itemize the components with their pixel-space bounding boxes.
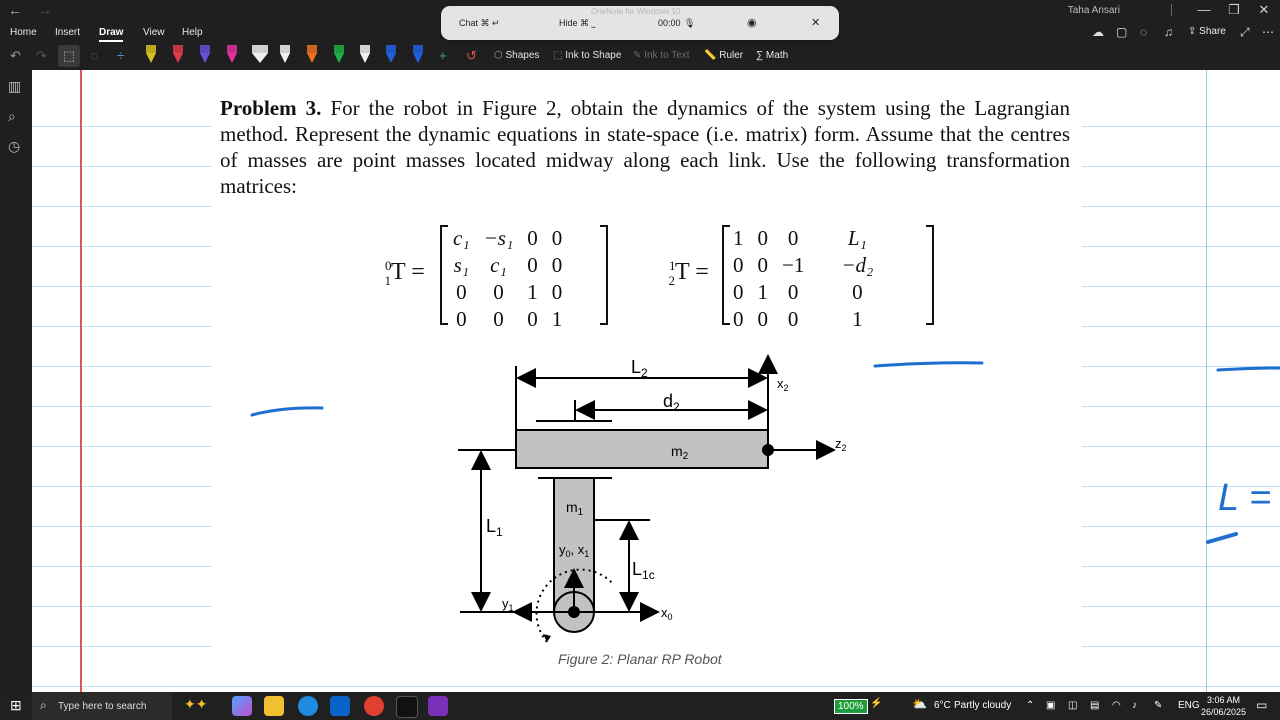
search-icon[interactable]: ⌕ [8, 108, 16, 124]
matrix-cell: c₁ [453, 226, 470, 250]
label-x2: $x_2$ [777, 376, 789, 393]
taskbar-search-box[interactable] [32, 692, 172, 720]
redo-icon[interactable]: ↷ [36, 48, 47, 63]
matrix2-sub: 2 [668, 272, 675, 288]
ink-stroke[interactable] [1218, 368, 1280, 370]
pen-yellow-highlighter[interactable] [146, 45, 156, 65]
more-icon[interactable]: ⋯ [1262, 25, 1274, 39]
label-m2: $m_2$ [671, 443, 689, 462]
outlook-icon[interactable] [330, 696, 350, 716]
matrix-cell: 0 [527, 226, 538, 250]
edge-browser-icon[interactable] [298, 696, 318, 716]
back-icon[interactable]: ← [8, 2, 22, 18]
note-page[interactable] [32, 70, 1280, 692]
battery-indicator[interactable]: 100% [834, 699, 868, 714]
matrix-cell: 0 [787, 307, 799, 331]
file-explorer-icon[interactable] [264, 696, 284, 716]
matrix-cell: s₁ [453, 253, 470, 277]
tab-insert[interactable]: Insert [55, 27, 81, 38]
hide-button[interactable]: Hide ⌘ ⎵ [559, 18, 596, 28]
microphone-icon[interactable]: 🎙 [684, 18, 696, 28]
notebooks-icon[interactable]: ▥ [8, 78, 22, 94]
pen-tray-icon[interactable]: ✎ [1154, 700, 1163, 711]
matrix1-sup: 0 [385, 258, 392, 273]
overlay-close-icon[interactable]: ✕ [811, 17, 821, 29]
matrix-cell: 1 [551, 307, 563, 331]
matrix2-sup: 1 [669, 258, 676, 273]
bell-icon[interactable]: ♫ [1164, 25, 1173, 39]
chat-button[interactable]: Chat ⌘ ↵ [459, 18, 500, 28]
pen-green[interactable] [334, 45, 344, 65]
select-tool-icon[interactable]: ⬚ [58, 45, 80, 67]
ink-to-text-label: Ink to Text [644, 50, 690, 61]
matrix-cell: 1 [733, 226, 744, 250]
tab-view[interactable]: View [143, 27, 165, 38]
weather-desc[interactable]: Partly cloudy [954, 700, 1012, 711]
ink-to-text-button[interactable] [633, 50, 690, 61]
timer-display: 00:00 [658, 18, 681, 28]
left-sidebar [0, 70, 32, 692]
recent-icon[interactable]: ◷ [8, 138, 21, 154]
matrix1-label: $^0_1$T = [384, 258, 425, 288]
tab-home[interactable]: Home [10, 27, 37, 38]
onenote-app-icon[interactable] [428, 696, 448, 716]
matrix1-sub: 1 [384, 272, 391, 288]
pen-orange[interactable] [307, 45, 317, 65]
ghost-window-title: OneNote for Windows 10 [591, 7, 681, 16]
link2-bar [516, 430, 768, 468]
pen-purple[interactable] [200, 45, 210, 65]
title-divider [1171, 4, 1172, 16]
matrix-cell: −d₂ [841, 253, 874, 277]
space-tool-icon[interactable]: ÷ [117, 48, 125, 63]
matrix-cell: 0 [527, 307, 538, 331]
problem-label: Problem 3. [220, 96, 322, 120]
notification-icon[interactable]: ▭ [1256, 698, 1268, 712]
draw-toolbar [0, 44, 1280, 70]
shapes-label: Shapes [505, 50, 540, 61]
matrix-cell: 0 [456, 280, 467, 304]
math-button[interactable] [756, 50, 788, 61]
label-d2: $d_2$ [663, 391, 680, 414]
pen-white-2[interactable] [360, 45, 370, 65]
share-label: Share [1199, 26, 1226, 37]
eye-icon[interactable]: ◉ [747, 17, 757, 29]
pen-white-wide[interactable] [252, 45, 268, 65]
ink-to-shape-icon: ⬚ [553, 50, 566, 61]
matrix-cell: −1 [782, 253, 805, 277]
matrix-cell: 0 [493, 307, 504, 331]
user-name[interactable]: Taha Ansari [1067, 5, 1120, 16]
weather-icon[interactable]: ⛅ [912, 697, 927, 711]
expand-icon[interactable]: ⤢ [1240, 25, 1250, 39]
chrome-icon[interactable] [364, 696, 384, 716]
end-effector-point [762, 444, 774, 456]
matrix-cell: 1 [852, 307, 863, 331]
forward-icon[interactable]: → [38, 2, 52, 18]
pen-blue[interactable] [386, 45, 396, 65]
ink-to-shape-label: Ink to Shape [565, 50, 622, 61]
replay-icon[interactable]: ↺ [466, 48, 477, 63]
undo-icon[interactable]: ↶ [10, 48, 21, 63]
sync-icon[interactable]: ☁ [1092, 25, 1104, 39]
share-button[interactable] [1188, 26, 1226, 37]
wifi-icon[interactable]: ◠ [1112, 700, 1121, 711]
copilot-app-icon[interactable] [232, 696, 252, 716]
matrix-cell: 0 [551, 280, 563, 304]
lightbulb-icon[interactable]: ◌ [1140, 25, 1148, 39]
rotation-arrowhead [543, 634, 551, 642]
problem-text: For the robot in Figure 2, obtain the dynamics of the system using the Lagrangian method. Represent the dynamic equations in state-space (i.e. matrix) form. Assume that the centres of masses are point masses located midway along each link. Use the following transformation matrices: [220, 96, 1070, 198]
close-button[interactable]: ✕ [1258, 2, 1270, 17]
weather-temp[interactable]: 6°C [934, 700, 951, 711]
add-pen-icon[interactable]: + [439, 48, 447, 63]
label-m1: $m_1$ [566, 499, 584, 518]
matrix-cell: 0 [551, 253, 563, 277]
minimize-button[interactable]: — [1197, 2, 1211, 17]
label-L1: $L_1$ [486, 516, 503, 539]
matrix-cell: −s₁ [483, 226, 514, 250]
pen-pink[interactable] [227, 45, 237, 65]
label-y1: $y_1$ [502, 596, 514, 613]
ink-handwriting[interactable]: L = [1218, 477, 1272, 519]
clock-time[interactable]: 3:06 AM [1207, 695, 1241, 705]
notebook-icon[interactable]: ▢ [1116, 25, 1128, 39]
matrix-cell: 0 [757, 253, 768, 277]
language-indicator[interactable]: ENG [1178, 700, 1200, 711]
matrix-cell: 0 [852, 280, 863, 304]
share-icon: ⇪ [1188, 26, 1200, 37]
ink-stroke[interactable] [1208, 534, 1236, 542]
pen-white[interactable] [280, 45, 290, 65]
pen-red[interactable] [173, 45, 183, 65]
matrix2-label: $^1_2$T = [668, 258, 709, 288]
ink-stroke[interactable] [252, 408, 322, 415]
tab-help[interactable]: Help [182, 27, 203, 38]
label-z2: $z_2$ [835, 436, 847, 453]
ruler-icon: 📏 [704, 50, 720, 61]
label-L2: $L_2$ [631, 357, 648, 380]
matrix-cell: 0 [787, 280, 799, 304]
label-y0x1: $y_0$, $x_1$ [559, 542, 590, 559]
matrix-cell: c₁ [490, 253, 507, 277]
shapes-button[interactable] [494, 50, 539, 61]
charging-icon: ⚡ [870, 698, 883, 709]
taskbar-search-icon: ⌕ [40, 698, 47, 712]
figure-caption: Figure 2: Planar RP Robot [558, 651, 722, 667]
tray-chevron-icon[interactable]: ⌃ [1026, 700, 1035, 711]
robot-figure [32, 70, 1280, 692]
matrix-cell: 0 [757, 226, 768, 250]
lasso-icon[interactable]: ◌ [90, 48, 98, 63]
matrix-cell: 1 [757, 280, 768, 304]
label-x0: $x_0$ [661, 605, 673, 622]
clock-date[interactable]: 26/06/2025 [1201, 707, 1247, 717]
ruler-button[interactable] [704, 50, 743, 61]
ink-stroke[interactable] [875, 363, 982, 366]
pen-blue-2[interactable] [413, 45, 423, 65]
math-icon: ∑ [756, 50, 766, 61]
ink-to-text-icon: ✎ [633, 50, 645, 61]
label-L1c: $L_{1c}$ [632, 559, 655, 582]
matrix-cell: L₁ [847, 226, 867, 250]
matrix-cell: 0 [733, 280, 744, 304]
matrix-cell: 0 [493, 280, 504, 304]
shapes-icon: ⬡ [494, 50, 506, 61]
tray-icon-1[interactable]: ▣ [1046, 700, 1056, 711]
taskbar [0, 692, 1280, 720]
tray-icon-2[interactable]: ◫ [1068, 700, 1078, 711]
assistant-overlay [441, 6, 839, 40]
ink-to-shape-button[interactable] [553, 50, 621, 61]
taskbar-search-placeholder: Type here to search [58, 701, 147, 712]
windows-start-icon[interactable]: ⊞ [10, 697, 22, 713]
volume-icon[interactable]: ♪ [1132, 700, 1137, 711]
matrix-cell: 0 [527, 253, 538, 277]
copilot-sparkle-icon[interactable]: ✦✦ [184, 696, 208, 712]
tray-icon-3[interactable]: ▤ [1090, 700, 1100, 711]
math-label: Math [765, 50, 789, 61]
tab-draw[interactable]: Draw [99, 27, 123, 42]
matrix-cell: 0 [551, 226, 563, 250]
maximize-button[interactable]: ❐ [1228, 2, 1240, 17]
matrix-cell: 1 [527, 280, 538, 304]
matrix-cell: 0 [787, 226, 799, 250]
ruler-label: Ruler [719, 50, 744, 61]
matrix-cell: 0 [456, 307, 467, 331]
matrix-cell: 0 [733, 253, 744, 277]
matrix-cell: 0 [757, 307, 768, 331]
matrix-cell: 0 [733, 307, 744, 331]
generic-app-icon[interactable] [396, 696, 418, 718]
